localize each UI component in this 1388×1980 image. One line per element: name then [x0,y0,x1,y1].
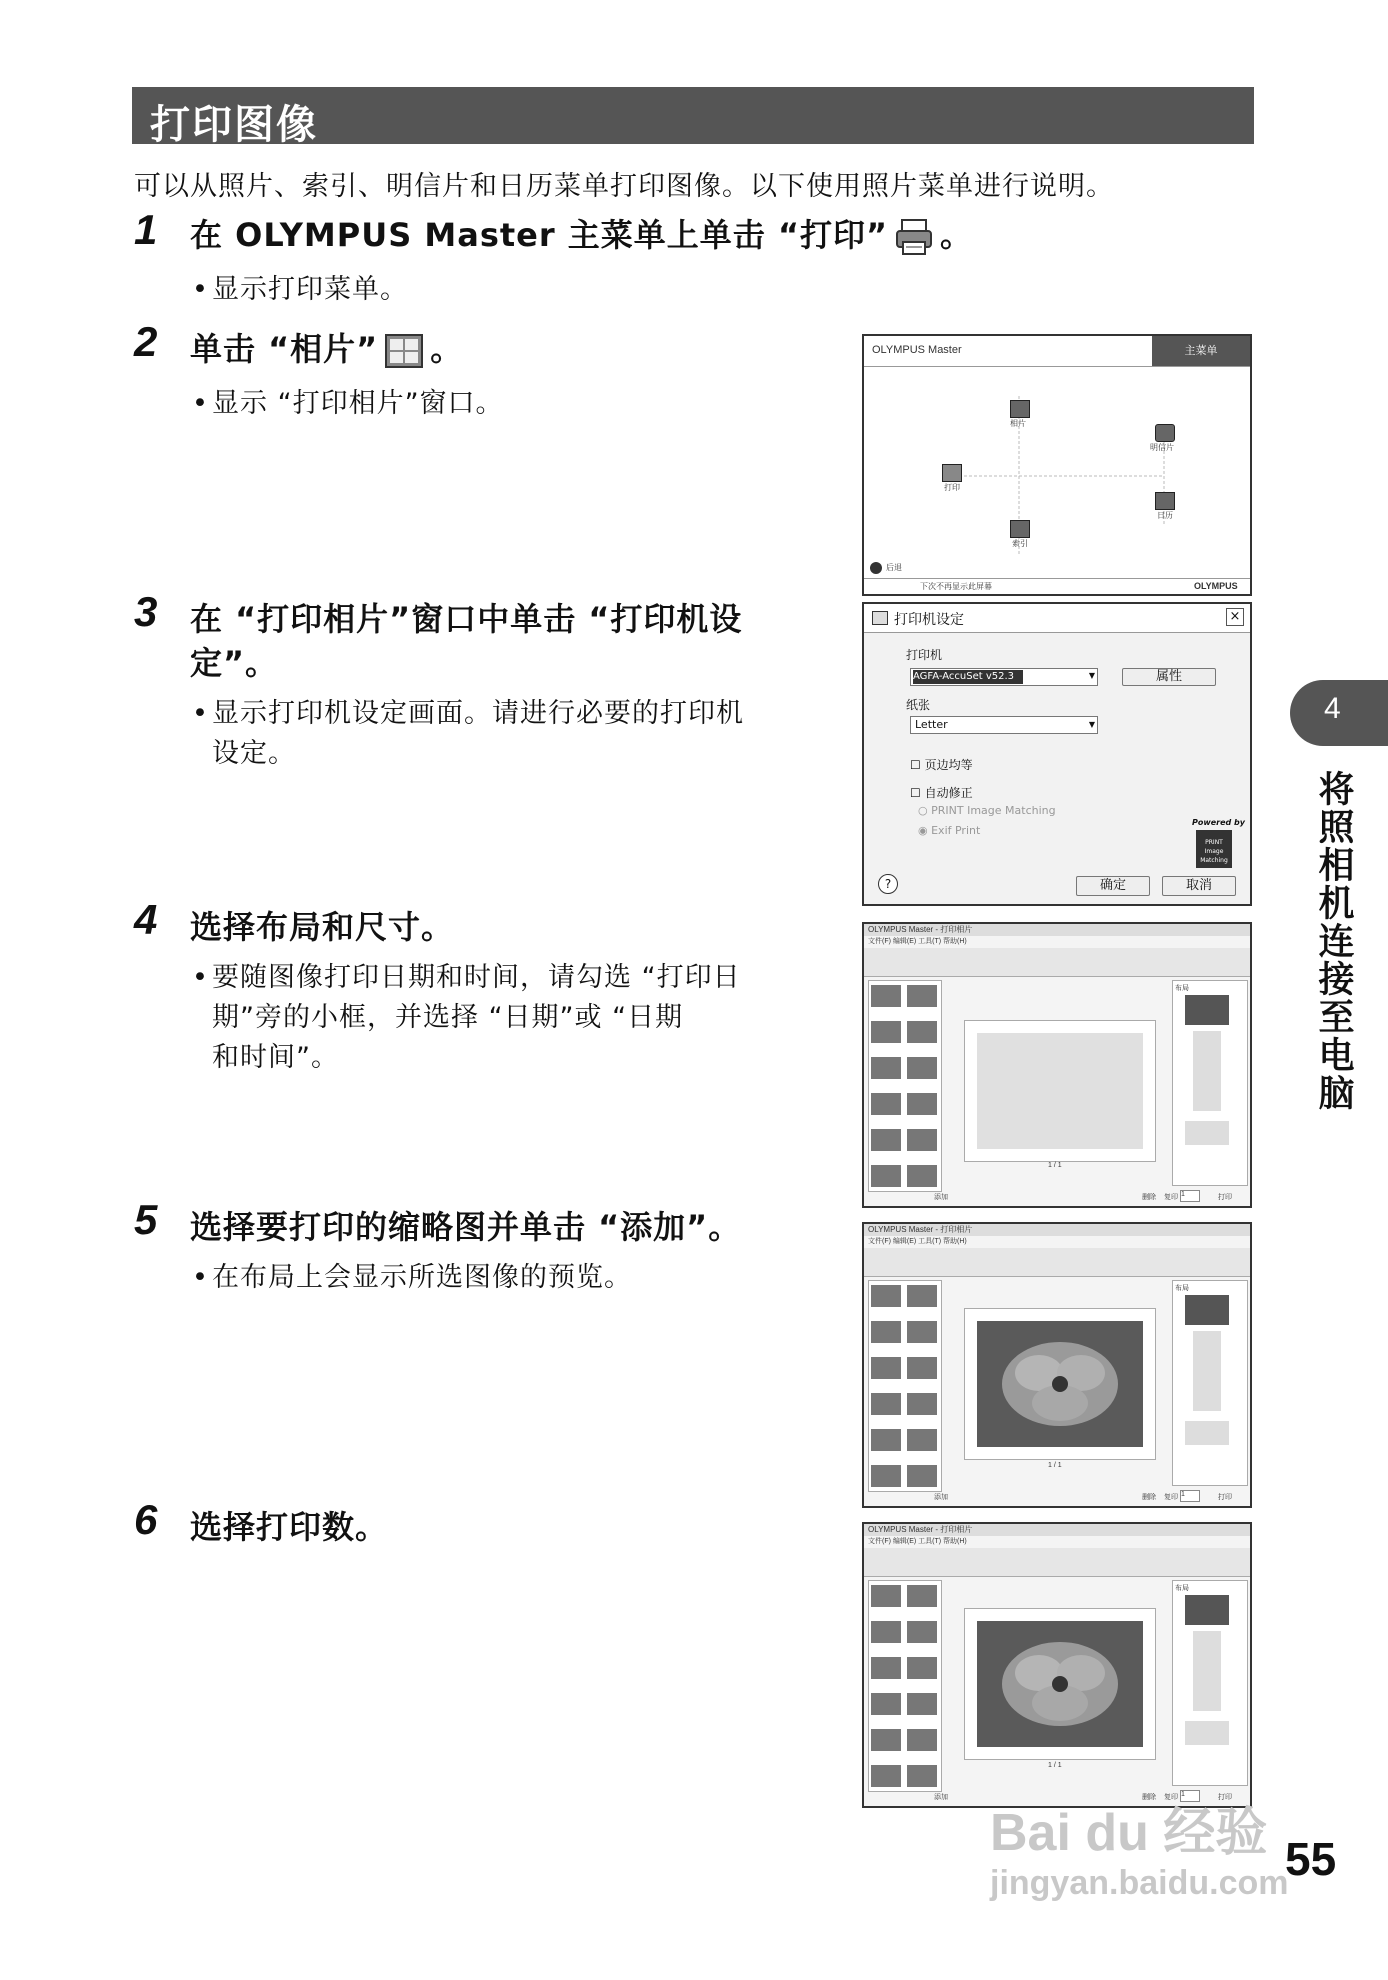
page-indicator: 1 / 1 [1048,1162,1062,1169]
pim-radio[interactable]: ○ PRINT Image Matching [918,804,1056,817]
print-window-screenshot-1 [862,922,1252,1208]
layout-label: 布局 [1175,1285,1189,1292]
chevron-down-icon: ▼ [1088,671,1095,680]
printer-select[interactable] [910,668,1098,686]
copies-input[interactable]: 1 [1180,1490,1200,1502]
print-menu-icon[interactable] [942,464,962,482]
thumbnail[interactable] [871,1357,901,1379]
main-menu-screenshot [862,334,1252,596]
copies-input[interactable]: 1 [1180,1190,1200,1202]
thumbnail[interactable] [871,1021,901,1043]
layout-option[interactable] [1185,1421,1229,1445]
page-indicator: 1 / 1 [1048,1762,1062,1769]
layout-option[interactable] [1185,1721,1229,1745]
step-3-text: 在 “打印相片”窗口中单击 “打印机设 定”。 [190,600,743,682]
thumbnail[interactable] [871,1693,901,1715]
thumbnail[interactable] [907,1429,937,1451]
thumbnail[interactable] [871,1393,901,1415]
thumbnail[interactable] [871,1729,901,1751]
layout-option-selected[interactable] [1185,1295,1229,1325]
layout-option-selected[interactable] [1185,1595,1229,1625]
thumbnail[interactable] [907,1621,937,1643]
step-2-number: 2 [134,318,158,365]
thumbnail[interactable] [871,1429,901,1451]
ok-button[interactable]: 确定 [1076,876,1150,896]
print-icon [894,217,934,257]
step-4-bullet: • 要随图像打印日期和时间，请勾选 “打印日 期”旁的小框，并选择 “日期”或 “日期 和时间”。 [192,962,741,1073]
step-3-number: 3 [134,588,158,635]
printer-select-value: AGFA-AccuSet v52.3 [913,670,1023,684]
print-window-menubar: 文件(F) 编辑(E) 工具(T) 帮助(H) [868,938,967,945]
thumbnail[interactable] [907,985,937,1007]
print-window-screenshot-2 [862,1222,1252,1508]
print-button[interactable]: 打印 [1218,1794,1232,1801]
page-number: 55 [1285,1833,1337,1885]
step-5-text: 选择要打印的缩略图并单击 “添加”。 [190,1208,742,1246]
auto-correct-checkbox[interactable]: ☐ 自动修正 [910,786,973,800]
layout-slot [977,1033,1143,1149]
baidu-watermark-logo: Bai du 经验 [990,1804,1268,1862]
layout-option[interactable] [1193,1631,1221,1711]
layout-page [964,1308,1156,1460]
thumbnail[interactable] [871,1621,901,1643]
add-button[interactable]: 添加 [934,1794,948,1801]
step-6-text: 选择打印数。 [190,1508,389,1546]
step-3-bullet: • 显示打印机设定画面。请进行必要的打印机 设定。 [192,698,744,769]
main-menu-connector-lines [864,366,1250,566]
intro-text: 可以从照片、索引、明信片和日历菜单打印图像。以下使用照片菜单进行说明。 [134,171,1114,202]
thumbnail[interactable] [907,1165,937,1187]
exif-radio[interactable]: ◉ Exif Print [918,824,981,837]
thumbnail[interactable] [907,1693,937,1715]
cancel-button[interactable]: 取消 [1162,876,1236,896]
layout-label: 布局 [1175,1585,1189,1592]
photo-menu-label: 相片 [1010,419,1026,428]
printer-dialog-title: 打印机设定 [894,612,964,628]
layout-option[interactable] [1193,1331,1221,1411]
print-window-title: OLYMPUS Master - 打印相片 [864,924,1252,936]
section-title: 打印图像 [150,102,318,148]
add-button[interactable]: 添加 [934,1194,948,1201]
printer-icon [872,611,888,625]
olympus-logo: OLYMPUS [1194,581,1238,591]
thumbnail[interactable] [871,1129,901,1151]
step-5-bullet: • 在布局上会显示所选图像的预览。 [192,1262,632,1293]
main-menu-footer [864,578,1250,595]
chevron-down-icon: ▼ [1088,720,1095,729]
print-window-menubar: 文件(F) 编辑(E) 工具(T) 帮助(H) [868,1538,967,1545]
thumbnail[interactable] [907,1465,937,1487]
thumbnail[interactable] [907,1765,937,1787]
print-window-title: OLYMPUS Master - 打印相片 [864,1224,1252,1236]
print-window-screenshot-3 [862,1522,1252,1808]
copies-input[interactable]: 1 [1180,1790,1200,1802]
print-menu-label: 打印 [944,483,960,492]
thumbnail-list[interactable] [868,980,942,1192]
postcard-menu-label: 明信片 [1150,443,1174,452]
step-1-text: 在 OLYMPUS Master 主菜单上单击 “打印” 。 [190,213,973,257]
calendar-menu-label: 日历 [1157,511,1173,520]
calendar-menu-icon[interactable] [1155,492,1175,510]
printer-dialog-titlebar [864,604,1250,633]
layout-option-selected[interactable] [1185,995,1229,1025]
main-menu-header [864,336,1250,367]
print-window-title: OLYMPUS Master - 打印相片 [864,1524,1252,1536]
thumbnail[interactable] [871,1093,901,1115]
flower-preview-image [977,1621,1143,1747]
printer-dialog-screenshot [862,602,1252,906]
photo-grid-icon [384,331,424,371]
thumbnail[interactable] [907,1321,937,1343]
layout-option[interactable] [1193,1031,1221,1111]
page-indicator: 1 / 1 [1048,1462,1062,1469]
section-title-bar [132,87,1254,148]
main-menu-tab[interactable]: 主菜单 [1152,336,1250,366]
powered-by-label: Powered by [1192,818,1245,827]
thumbnail[interactable] [907,1057,937,1079]
chapter-number: 4 [1324,692,1341,725]
print-window-toolbar [864,1248,1250,1277]
paper-label: 纸张 [906,698,931,712]
add-button[interactable]: 添加 [934,1494,948,1501]
thumbnail[interactable] [871,1321,901,1343]
paper-select[interactable]: Letter ▼ [910,716,1098,734]
step-4-number: 4 [134,896,158,943]
properties-button[interactable]: 属性 [1122,668,1216,686]
layout-page [964,1608,1156,1760]
step-1-bullet: • 显示打印菜单。 [192,274,408,305]
delete-button[interactable]: 删除 [1142,1194,1156,1201]
thumbnail-list[interactable] [868,1280,942,1492]
step-1-number: 1 [134,206,158,253]
baidu-watermark-url: jingyan.baidu.com [990,1864,1289,1902]
chapter-title: 将照相机连接至电脑 [1313,770,1354,1112]
postcard-menu-icon[interactable] [1155,424,1175,442]
print-button[interactable]: 打印 [1218,1194,1232,1201]
thumbnail[interactable] [871,1657,901,1679]
copies-label: 复印 [1164,1494,1178,1501]
step-4-text: 选择布局和尺寸。 [190,908,455,946]
thumbnail[interactable] [907,1285,937,1307]
flower-preview-image [977,1321,1143,1447]
photo-menu-icon[interactable] [1010,400,1030,418]
thumbnail[interactable] [871,1585,901,1607]
layout-panel [1172,980,1248,1186]
print-window-menubar: 文件(F) 编辑(E) 工具(T) 帮助(H) [868,1238,967,1245]
index-menu-label: 索引 [1012,539,1028,548]
back-label: 后退 [886,563,902,572]
thumbnail[interactable] [871,1165,901,1187]
thumbnail[interactable] [907,1585,937,1607]
delete-button[interactable]: 删除 [1142,1494,1156,1501]
thumbnail[interactable] [871,985,901,1007]
thumbnail[interactable] [907,1357,937,1379]
thumbnail[interactable] [907,1093,937,1115]
layout-panel [1172,1280,1248,1486]
back-icon[interactable] [870,562,882,574]
dont-show-checkbox[interactable]: 下次不再显示此屏幕 [920,582,992,591]
step-6-number: 6 [134,1496,158,1543]
layout-page [964,1020,1156,1162]
chapter-tab [1290,680,1388,746]
pim-logo: PRINT Image Matching [1196,830,1232,868]
thumbnail[interactable] [907,1129,937,1151]
step-5-number: 5 [134,1196,158,1243]
layout-panel [1172,1580,1248,1786]
thumbnail[interactable] [871,1765,901,1787]
thumbnail[interactable] [907,1729,937,1751]
thumbnail[interactable] [907,1657,937,1679]
equal-margins-checkbox[interactable]: ☐ 页边均等 [910,758,973,772]
print-window-toolbar [864,948,1250,977]
thumbnail[interactable] [907,1393,937,1415]
copies-label: 复印 [1164,1194,1178,1201]
thumbnail[interactable] [871,1285,901,1307]
print-button[interactable]: 打印 [1218,1494,1232,1501]
step-2-text: 单击 “相片” 。 [190,327,463,371]
layout-option[interactable] [1185,1121,1229,1145]
thumbnail-list[interactable] [868,1580,942,1792]
delete-button[interactable]: 删除 [1142,1794,1156,1801]
index-menu-icon[interactable] [1010,520,1030,538]
thumbnail[interactable] [907,1021,937,1043]
close-icon[interactable]: × [1226,608,1244,626]
printer-label: 打印机 [906,648,943,662]
step-2-bullet: • 显示 “打印相片”窗口。 [192,388,504,419]
thumbnail[interactable] [871,1465,901,1487]
layout-label: 布局 [1175,985,1189,992]
copies-label: 复印 [1164,1794,1178,1801]
main-menu-window-title: OLYMPUS Master [872,344,962,356]
print-window-toolbar [864,1548,1250,1577]
help-icon[interactable]: ? [878,874,898,894]
thumbnail[interactable] [871,1057,901,1079]
